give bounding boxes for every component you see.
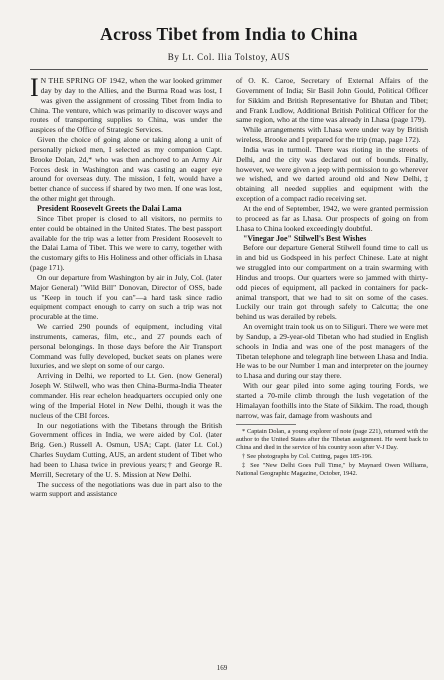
page-number: 169: [216, 664, 228, 672]
section-heading: "Vinegar Joe" Stilwell's Best Wishes: [243, 233, 367, 243]
paragraph: Arriving in Delhi, we reported to Lt. Gen. (now General) Joseph W. Stilwell, who was then China-Burma-India Theater commander. His rear echelon headquarters occupied only one wing of the Imperial Hotel in New Delhi, though it was the nucleus of the CBI forces.: [30, 371, 222, 420]
text-columns: [30, 73, 428, 499]
footnote-rule: [236, 424, 296, 425]
paragraph: With our gear piled into some aging touring Fords, we started a 70-mile climb through the lush vegetation of the Himalayan foothills into the State of Sikkim. The road, though narrow, was fair, damage from washouts and: [236, 381, 428, 420]
footnote: † See photographs by Col. Cutting, pages 185-196.: [242, 452, 373, 460]
title-rule: [30, 69, 428, 70]
paragraph: Since Tibet proper is closed to all visitors, no permits to enter could be obtained in the United States. The best passport available for the trip was a letter from President Roosevelt to the Dalai Lama of Tibet. This we were to carry, together with the customary gifts to His Holiness and other officials in Lhasa (page 171).: [30, 213, 222, 273]
paragraph: Given the choice of going alone or taking along a unit of personally picked men, I selected as my companion Capt. Brooke Dolan, 2d,* who was then anchored to an Army Air Forces desk in Washington and was casting an eager eye around for overseas duty. The mission, I felt, would have a better chance of success if shared by two men. If one was lost, the other might get through.: [30, 135, 222, 204]
paragraph: of O. K. Caroe, Secretary of External Affairs of the Government of India; Sir Basil John Gould, Political Officer for Sikkim and British Representative for Bhutan and Tibet; and Frank Ludlow, Additional British Political Officer for the same region, who at the time was already in Lhasa (page 179).: [236, 76, 428, 125]
paragraph: Before our departure General Stilwell found time to call us in and bid us Godspeed in his perfect Chinese. Late at night we struggled into our compartment on a train swarming with Hindus and troops. Our quarters were so jammed with thirty-odd pieces of equipment, all packed in containers for pack-animal transport, that we had to sit on some of the cases. Luckily our train got through safely to Calcutta; the one behind us was derailed by rebels.: [236, 243, 428, 322]
paragraph: On our departure from Washington by air in July, Col. (later Major General) "Wild Bill" Donovan, Director of OSS, bade us "Keep in touch if you can"—a hard task since radio equipment compact enough to carry on such a trip was not procurable at the time.: [30, 272, 222, 322]
paragraph: We carried 290 pounds of equipment, including vital instruments, cameras, film, etc., and 27 pounds each of personal belongings. In those days before the Air Transport Command was fully developed, bucket seats on planes were luxuries, and we slept on some of our cargo.: [30, 322, 222, 371]
paragraph: The success of the negotiations was due in part also to the warm support and assistance: [30, 479, 222, 499]
footnote: ‡ See "New Delhi Goes Full Time," by Maynard Owen Williams, National Geographic Magazine, October, 1942.: [236, 461, 428, 477]
paragraph: India was in turmoil. There was rioting in the streets of Delhi, and the city was declared out of bounds. Finally, however, we were given a jeep with permission to go wherever we wished, and we darted around old and New Delhi,‡ obtaining all needed supplies and equipment with the exception of a compact radio receiving set.: [236, 144, 428, 204]
section-heading: President Roosevelt Greets the Dalai Lama: [37, 203, 182, 213]
right-column: [236, 76, 428, 499]
drop-cap: I: [30, 73, 39, 102]
lead-text: when the war looked grimmer day by day to the Allies, and the Burma Road was lost, I was given the assignment of crossing Tibet from India to China. The venture, which was primarily to discover ways and routes of transporting supplies to China, was under the auspices of the Office of Strategic Services.: [30, 76, 223, 135]
article-byline: By Lt. Col. Ilia Tolstoy, AUS: [167, 52, 291, 62]
left-column: [30, 73, 223, 499]
paragraph: While arrangements with Lhasa were under way by British wireless, Brooke and I prepared for the trip (map, page 172).: [236, 125, 428, 145]
article-title: Across Tibet from India to China: [100, 24, 358, 44]
footnotes: [236, 424, 428, 478]
paragraph: In our negotiations with the Tibetans through the British Government offices in India, we were aided by Col. (later Brig. Gen.) Russell A. Osmun, USA; Capt. (later Lt. Col.) Charles Suydam Cutting, AUS, an ardent student of Tibet who had been to Lhasa twice in previous years;† and George R. Merrill, Secretary of the U. S. Mission at New Delhi.: [30, 420, 222, 479]
paragraph: An overnight train took us on to Siliguri. There we were met by Sandup, a 29-year-old Tibetan who had studied in English schools in India and was one of the post managers of the Tibetan telephone and telegraph line between Lhasa and India. He was to be our Number 1 man and interpreter on the journey to Lhasa and during our stay there.: [236, 322, 428, 381]
footnote: * Captain Dolan, a young explorer of note (page 221), returned with the author to the United States after the Tibetan assignment. He went back to China and died in the service of his country soon after V-J Day.: [236, 427, 428, 451]
paragraph: At the end of September, 1942, we were granted permission to proceed as far as Lhasa. Our prospects of going on from Lhasa to China looked exceedingly doubtful.: [236, 203, 428, 233]
lead-caps: N THE SPRING OF 1942,: [40, 76, 128, 85]
lead-paragraph: [30, 73, 223, 135]
